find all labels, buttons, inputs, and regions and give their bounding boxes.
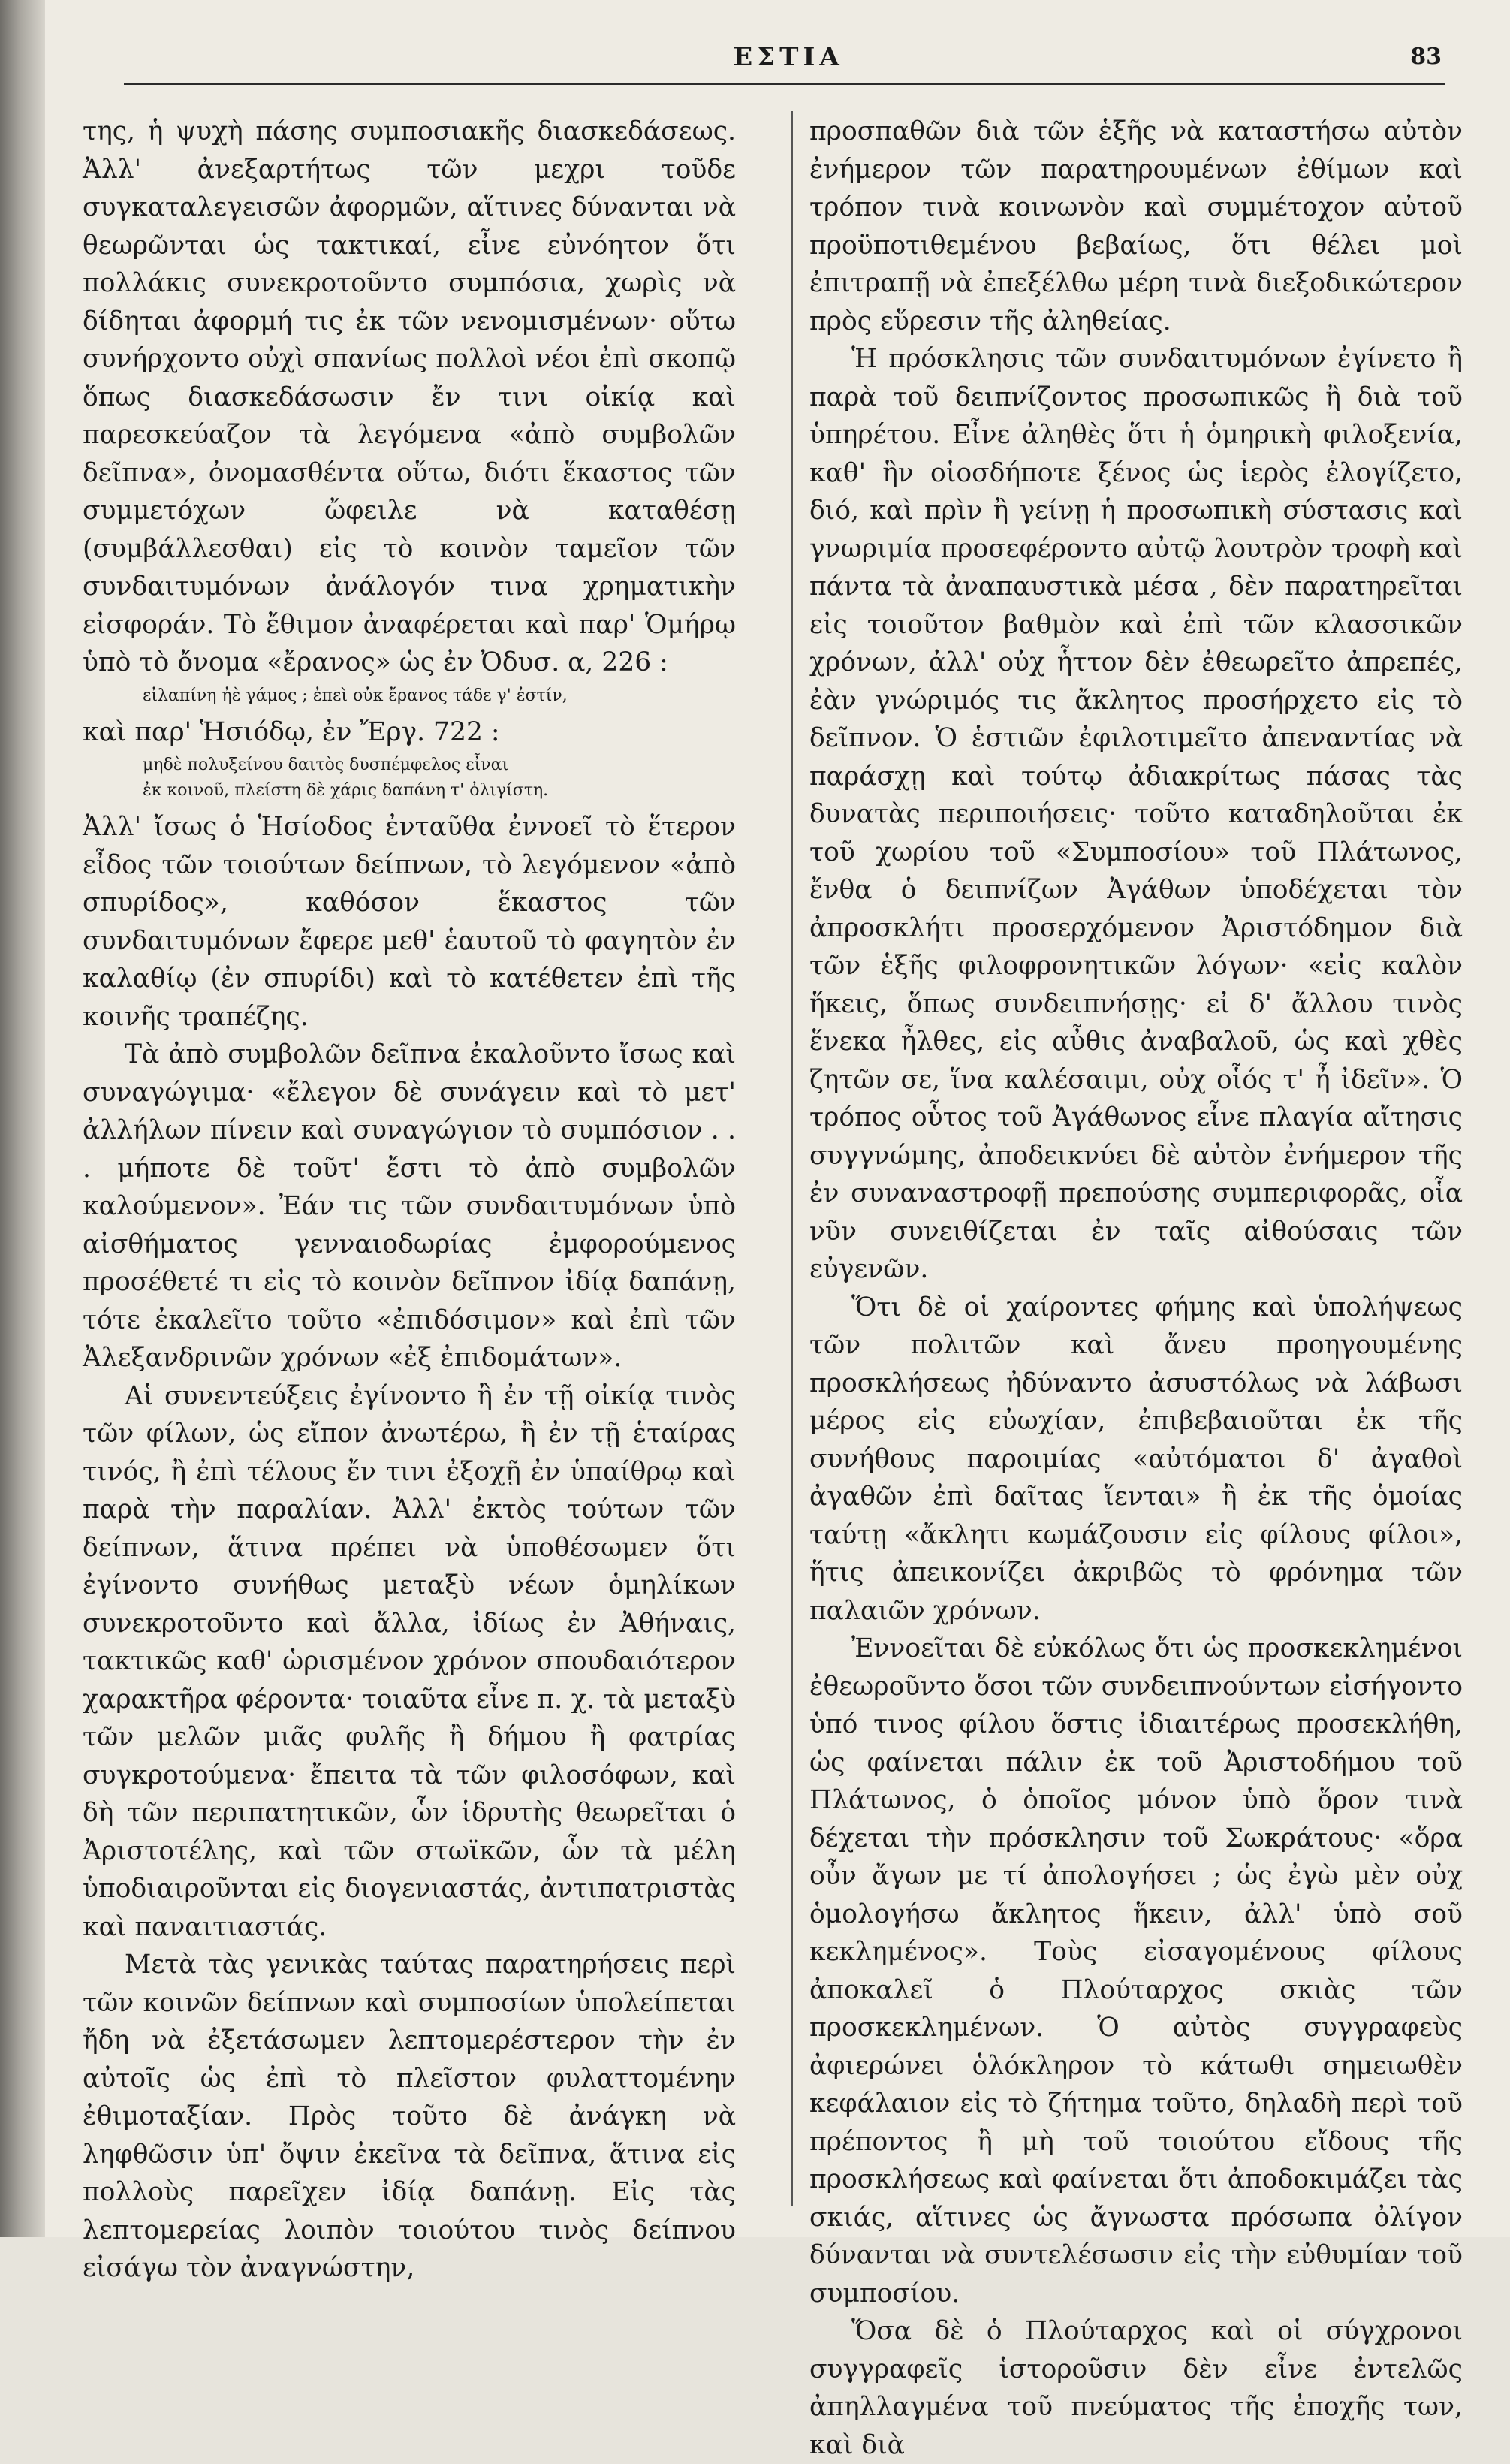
homer-quote: εἰλαπίνη ἠὲ γάμος ; ἐπεὶ οὐκ ἔρανος τάδε γ' ἐστίν, xyxy=(143,686,568,705)
right-paragraph-4: Ἐννοεῖται δὲ εὐκόλως ὅτι ὡς προσκεκλημένοι ἐθεωροῦντο ὅσοι τῶν συνδειπνούντων εἰσήγοντο ὑπό τινος φίλου ὅστις ἰδιαιτέρως προσεκλήθη, ὡς φαίνεται πάλιν ἐκ τοῦ Ἀριστοδήμου τοῦ Πλάτωνος, ὁ ὁποῖος μόνον ὑπὸ ὅρον τινὰ δέχεται τὴν πρόσκλησιν τοῦ Σωκράτους· «ὅρα οὖν ἄγων με τί ἀπολογήσει ; ὡς ἐγὼ μὲν οὐχ ὁμολογήσω ἄκλητος ἥκειν, ἀλλ' ὑπὸ σοῦ κεκλημένος». Τοὺς εἰσαγομένους φίλους ἀποκαλεῖ ὁ Πλούταρχος σκιὰς τῶν προσκεκλημένων. Ὁ αὐτὸς συγγραφεὺς ἀφιερώνει ὁλόκληρον τὸ κάτωθι σημειωθὲν κεφάλαιον εἰς τὸ ζήτημα τοῦτο, δηλαδὴ περὶ τοῦ πρέποντος ἢ μὴ τοῦ τοιούτου εἴδους τῆς προσκλήσεως καὶ φαίνεται ὅτι ἀποδοκιμάζει τὰς σκιάς, αἵτινες ὡς ἄγνωστα πρόσωπα ὀλίγον δύνανται νὰ συντελέσωσιν εἰς τὴν εὐθυμίαν τοῦ συμποσίου. xyxy=(809,1633,1463,2309)
right-paragraph-2: Ἡ πρόσκλησις τῶν συνδαιτυμόνων ἐγίνετο ἢ παρὰ τοῦ δειπνίζοντος προσωπικῶς ἢ διὰ τοῦ ὑπηρέτου. Εἶνε ἀληθὲς ὅτι ἡ ὁμηρικὴ φιλοξενία, καθ' ἣν οἱοσδήποτε ξένος ὡς ἱερὸς ἐλογίζετο, διό, καὶ πρὶν ἢ γείνῃ ἡ προσωπικὴ σύστασις καὶ γνωριμία προσεφέροντο αὐτῷ λουτρὸν τροφὴ καὶ πάντα τὰ ἀναπαυστικὰ μέσα , δὲν παρατηρεῖται εἰς τοιοῦτον βαθμὸν καὶ ἐπὶ τῶν κλασσικῶν χρόνων, ἀλλ' οὐχ ἧττον δὲν ἐθεωρεῖτο ἀπρεπές, ἐὰν γνώριμός τις ἄκλητος προσήρχετο εἰς τὸ δεῖπνον. Ὁ ἑστιῶν ἐφιλοτιμεῖτο ἀπεναντίας νὰ παράσχῃ καὶ τούτῳ ἀδιακρίτως πάσας τὰς δυνατὰς περιποιήσεις· τοῦτο καταδηλοῦται ἐκ τοῦ χωρίου τοῦ «Συμποσίου» τοῦ Πλάτωνος, ἔνθα ὁ δειπνίζων Ἀγάθων ὑποδέχεται τὸν ἀπροσκλήτι προσερχόμενον Ἀριστόδημον διὰ τῶν ἑξῆς φιλοφρονητικῶν λόγων· «εἰς καλὸν ἥκεις, ὅπως συνδειπνήσῃς· εἰ δ' ἄλλου τινὸς ἕνεκα ἦλθες, εἰς αὖθις ἀναβαλοῦ, ὡς καὶ χθὲς ζητῶν σε, ἵνα καλέσαιμι, οὐχ οἷός τ' ἦ ἰδεῖν». Ὁ τρόπος οὗτος τοῦ Ἀγάθωνος εἶνε πλαγία αἴτησις συγγνώμης, ἀποδεικνύει δὲ αὐτὸν ἐνήμερον τῆς ἐν συναναστροφῇ πρεπούσης συμπεριφορᾶς, οἷα νῦν συνειθίζεται ἐν ταῖς αἰθούσαις τῶν εὐγενῶν. xyxy=(809,344,1463,1284)
left-paragraph-3: Ἀλλ' ἴσως ὁ Ἡσίοδος ἐνταῦθα ἐννοεῖ τὸ ἕτερον εἶδος τῶν τοιούτων δείπνων, τὸ λεγόμενον «ἀπὸ σπυρίδος», καθόσον ἕκαστος τῶν συνδαιτυμόνων ἔφερε μεθ' ἑαυτοῦ τὸ φαγητὸν ἐν καλαθίῳ (ἐν σπυρίδι) καὶ τὸ κατέθετεν ἐπὶ τῆς κοινῆς τραπέζης. xyxy=(83,812,736,1032)
hesiod-quote-line-2: ἐκ κοινοῦ, πλείστη δὲ χάρις δαπάνη τ' ὀλιγίστη. xyxy=(143,781,549,800)
header-rule xyxy=(124,83,1445,85)
hesiod-quote-line-1: μηδὲ πολυξείνου δαιτὸς δυσπέμφελος εἶναι xyxy=(143,755,509,774)
scan-edge-shadow xyxy=(0,0,45,2237)
page-header xyxy=(128,42,1449,87)
right-paragraph-5: Ὅσα δὲ ὁ Πλούταρχος καὶ οἱ σύγχρονοι συγγραφεῖς ἱστοροῦσιν δὲν εἶνε ἐντελῶς ἀπηλλαγμένα τοῦ πνεύματος τῆς ἐποχῆς των, καὶ διὰ xyxy=(809,2316,1463,2460)
right-paragraph-1: προσπαθῶν διὰ τῶν ἑξῆς νὰ καταστήσω αὐτὸν ἐνήμερον τῶν παρατηρουμένων ἐθίμων καὶ τρόπον τινὰ κοινωνὸν καὶ συμμέτοχον αὐτοῦ προϋποτιθεμένου βεβαίως, ὅτι θέλει μοὶ ἐπιτραπῇ νὰ ἐπεξέλθω μέρη τινὰ διεξοδικώτερον πρὸς εὕρεσιν τῆς ἀληθείας. xyxy=(809,116,1463,336)
page-number: 83 xyxy=(1410,44,1442,70)
left-column xyxy=(83,113,736,2288)
journal-title: ΕΣΤΙΑ xyxy=(733,42,844,72)
left-paragraph-2: καὶ παρ' Ἡσιόδῳ, ἐν Ἔργ. 722 : xyxy=(83,716,500,747)
right-paragraph-3: Ὅτι δὲ οἱ χαίροντες φήμης καὶ ὑπολήψεως τῶν πολιτῶν καὶ ἄνευ προηγουμένης προσκλήσεως ἠδύναντο ἀσυστόλως νὰ λάβωσι μέρος εἰς εὐωχίαν, ἐπιβεβαιοῦται ἐκ τῆς συνήθους παροιμίας «αὐτόματοι δ' ἀγαθοὶ ἀγαθῶν ἐπὶ δαῖτας ἵενται» ἢ ἐκ τῆς ὁμοίας ταύτῃ «ἄκλητι κωμάζουσιν εἰς φίλους φίλοι», ἥτις ἀπεικονίζει ἀκριβῶς τὸ φρόνημα τῶν παλαιῶν χρόνων. xyxy=(809,1292,1463,1626)
left-paragraph-4: Τὰ ἀπὸ συμβολῶν δεῖπνα ἐκαλοῦντο ἴσως καὶ συναγώγιμα· «ἔλεγον δὲ συνάγειν καὶ τὸ μετ' ἀλλήλων πίνειν καὶ συναγώγιον τὸ συμπόσιον . . . μήποτε δὲ τοῦτ' ἔστι τὸ ἀπὸ συμβολῶν καλούμενον». Ἐάν τις τῶν συνδαιτυμόνων ὑπὸ αἰσθήματος γενναιοδωρίας ἐμφορούμενος προσέθετέ τι εἰς τὸ κοινὸν δεῖπνον ἰδίᾳ δαπάνῃ, τότε ἐκαλεῖτο τοῦτο «ἐπιδόσιμον» καὶ ἐπὶ τῶν Ἀλεξανδρινῶν χρόνων «ἐξ ἐπιδομάτων». xyxy=(83,1039,736,1373)
right-column xyxy=(809,113,1463,2464)
column-divider xyxy=(791,111,793,2206)
left-paragraph-5: Αἱ συνεντεύξεις ἐγίνοντο ἢ ἐν τῇ οἰκίᾳ τινὸς τῶν φίλων, ὡς εἴπον ἀνωτέρω, ἢ ἐν τῇ ἑταίρας τινός, ἢ ἐπὶ τέλους ἔν τινι ἐξοχῇ ἐν ὑπαίθρῳ καὶ παρὰ τὴν παραλίαν. Ἀλλ' ἐκτὸς τούτων τῶν δείπνων, ἅτινα πρέπει νὰ ὑποθέσωμεν ὅτι ἐγίνοντο συνήθως μεταξὺ νέων ὁμηλίκων συνεκροτοῦντο καὶ ἄλλα, ἰδίως ἐν Ἀθήναις, τακτικῶς καθ' ὡρισμένον χρόνον σπουδαιότερον χαρακτῆρα φέροντα· τοιαῦτα εἶνε π. χ. τὰ μεταξὺ τῶν μελῶν μιᾶς φυλῆς ἢ δήμου ἢ φατρίας συγκροτούμενα· ἔπειτα τὰ τῶν φιλοσόφων, καὶ δὴ τῶν περιπατητικῶν, ὧν ἱδρυτὴς θεωρεῖται ὁ Ἀριστοτέλης, καὶ τῶν στωϊκῶν, ὧν τὰ μέλη ὑποδιαιροῦνται εἰς διογενιαστάς, ἀντιπατριστὰς καὶ παναιτιαστάς. xyxy=(83,1380,736,1942)
left-paragraph-6: Μετὰ τὰς γενικὰς ταύτας παρατηρήσεις περὶ τῶν κοινῶν δείπνων καὶ συμποσίων ὑπολείπεται ἤδη νὰ ἐξετάσωμεν λεπτομερέστερον τὴν ἐν αὐτοῖς ὡς ἐπὶ τὸ πλεῖστον φυλαττομένην ἐθιμοταξίαν. Πρὸς τοῦτο δὲ ἀνάγκη νὰ ληφθῶσιν ὑπ' ὄψιν ἐκεῖνα τὰ δεῖπνα, ἅτινα εἰς πολλοὺς παρεῖχεν ἰδίᾳ δαπάνῃ. Εἰς τὰς λεπτομερείας λοιπὸν τοιούτου τινὸς δείπνου εἰσάγω τὸν ἀναγνώστην, xyxy=(83,1950,736,2283)
left-paragraph-1: της, ἡ ψυχὴ πάσης συμποσιακῆς διασκεδάσεως. Ἀλλ' ἀνεξαρτήτως τῶν μεχρι τοῦδε συγκαταλεγεισῶν ἀφορμῶν, αἵτινες δύνανται νὰ θεωρῶνται ὡς τακτικαί, εἶνε εὐνόητον ὅτι πολλάκις συνεκροτοῦντο συμπόσια, χωρὶς νὰ δίδηται ἀφορμή τις ἐκ τῶν νενομισμένων· οὕτω συνήρχοντο οὐχὶ σπανίως πολλοὶ νέοι ἐπὶ σκοπῷ ὅπως διασκεδάσωσιν ἔν τινι οἰκίᾳ καὶ παρεσκεύαζον τὰ λεγόμενα «ἀπὸ συμβολῶν δεῖπνα», ὀνομασθέντα οὕτω, διότι ἕκαστος τῶν συμμετόχων ὤφειλε νὰ καταθέσῃ (συμβάλλεσθαι) εἰς τὸ κοινὸν ταμεῖον τῶν συνδαιτυμόνων ἀνάλογόν τινα χρηματικὴν εἰσφοράν. Τὸ ἔθιμον ἀναφέρεται καὶ παρ' Ὁμήρῳ ὑπὸ τὸ ὄνομα «ἔρανος» ὡς ἐν Ὀδυσ. α, 226 : xyxy=(83,116,736,677)
